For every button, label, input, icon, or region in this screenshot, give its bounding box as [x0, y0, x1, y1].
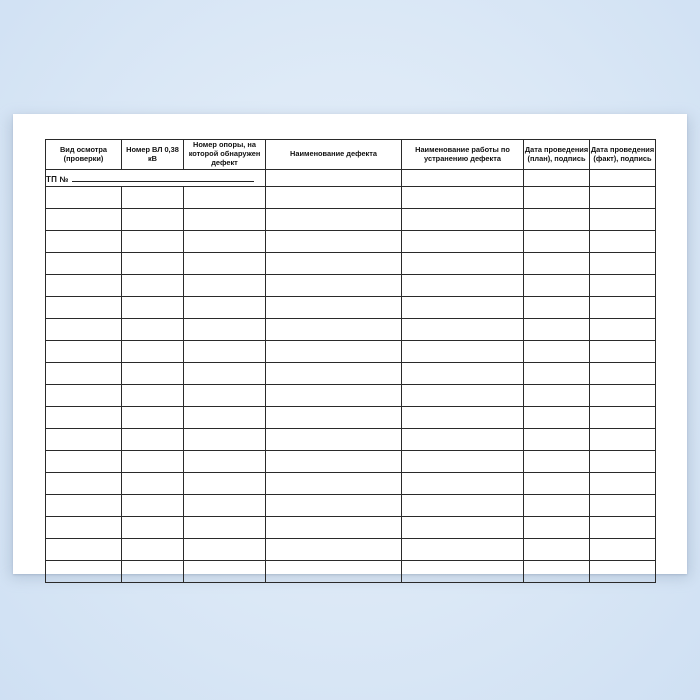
- cell-date-fact[interactable]: [590, 539, 656, 561]
- cell-pole-number[interactable]: [184, 231, 266, 253]
- cell-work-name[interactable]: [402, 561, 524, 583]
- cell-date-plan[interactable]: [524, 363, 590, 385]
- cell-pole-number[interactable]: [184, 561, 266, 583]
- cell-work-name[interactable]: [402, 319, 524, 341]
- cell-defect-name[interactable]: [266, 495, 402, 517]
- cell-date-plan[interactable]: [524, 187, 590, 209]
- column-header-date-plan: Дата проведения (план), подпись: [524, 140, 590, 170]
- cell-work-name[interactable]: [402, 363, 524, 385]
- cell-line-number[interactable]: [122, 319, 184, 341]
- cell-pole-number[interactable]: [184, 253, 266, 275]
- column-header-work-name: Наименование работы по устранению дефекта: [402, 140, 524, 170]
- cell-inspection-type[interactable]: [46, 363, 122, 385]
- cell-pole-number[interactable]: [184, 363, 266, 385]
- cell-work-name[interactable]: [402, 473, 524, 495]
- cell-pole-number[interactable]: [184, 187, 266, 209]
- table-row: [46, 253, 656, 275]
- table-row: [46, 275, 656, 297]
- cell-pole-number[interactable]: [184, 517, 266, 539]
- spacer-cell: [524, 170, 590, 187]
- cell-defect-name[interactable]: [266, 407, 402, 429]
- cell-line-number[interactable]: [122, 473, 184, 495]
- cell-inspection-type[interactable]: [46, 187, 122, 209]
- cell-line-number[interactable]: [122, 187, 184, 209]
- cell-date-fact[interactable]: [590, 341, 656, 363]
- cell-line-number[interactable]: [122, 517, 184, 539]
- cell-pole-number[interactable]: [184, 539, 266, 561]
- paper-sheet: [13, 114, 687, 574]
- cell-work-name[interactable]: [402, 539, 524, 561]
- cell-date-fact[interactable]: [590, 363, 656, 385]
- cell-work-name[interactable]: [402, 341, 524, 363]
- cell-defect-name[interactable]: [266, 319, 402, 341]
- cell-inspection-type[interactable]: [46, 561, 122, 583]
- cell-inspection-type[interactable]: [46, 451, 122, 473]
- cell-pole-number[interactable]: [184, 495, 266, 517]
- cell-date-plan[interactable]: [524, 451, 590, 473]
- cell-defect-name[interactable]: [266, 385, 402, 407]
- cell-pole-number[interactable]: [184, 209, 266, 231]
- cell-work-name[interactable]: [402, 297, 524, 319]
- cell-pole-number[interactable]: [184, 275, 266, 297]
- cell-inspection-type[interactable]: [46, 473, 122, 495]
- cell-defect-name[interactable]: [266, 539, 402, 561]
- defect-log-table: [45, 139, 656, 583]
- cell-date-fact[interactable]: [590, 319, 656, 341]
- cell-pole-number[interactable]: [184, 341, 266, 363]
- cell-line-number[interactable]: [122, 363, 184, 385]
- table-row: [46, 231, 656, 253]
- column-header-pole-number: Номер опоры, на которой обнаружен дефект: [184, 140, 266, 170]
- cell-work-name[interactable]: [402, 385, 524, 407]
- cell-defect-name[interactable]: [266, 253, 402, 275]
- cell-pole-number[interactable]: [184, 297, 266, 319]
- cell-inspection-type[interactable]: [46, 231, 122, 253]
- cell-date-plan[interactable]: [524, 385, 590, 407]
- cell-defect-name[interactable]: [266, 275, 402, 297]
- cell-date-fact[interactable]: [590, 451, 656, 473]
- cell-inspection-type[interactable]: [46, 517, 122, 539]
- cell-inspection-type[interactable]: [46, 319, 122, 341]
- cell-defect-name[interactable]: [266, 473, 402, 495]
- cell-pole-number[interactable]: [184, 319, 266, 341]
- cell-line-number[interactable]: [122, 429, 184, 451]
- cell-pole-number[interactable]: [184, 451, 266, 473]
- cell-line-number[interactable]: [122, 451, 184, 473]
- cell-work-name[interactable]: [402, 495, 524, 517]
- cell-line-number[interactable]: [122, 253, 184, 275]
- cell-defect-name[interactable]: [266, 231, 402, 253]
- cell-date-fact[interactable]: [590, 407, 656, 429]
- cell-inspection-type[interactable]: [46, 253, 122, 275]
- table-row: [46, 517, 656, 539]
- table-row: [46, 451, 656, 473]
- cell-date-plan[interactable]: [524, 539, 590, 561]
- cell-date-fact[interactable]: [590, 275, 656, 297]
- cell-defect-name[interactable]: [266, 451, 402, 473]
- cell-date-plan[interactable]: [524, 297, 590, 319]
- header-row: [46, 140, 656, 170]
- cell-work-name[interactable]: [402, 187, 524, 209]
- cell-date-plan[interactable]: [524, 275, 590, 297]
- table-row: [46, 187, 656, 209]
- cell-inspection-type[interactable]: [46, 209, 122, 231]
- cell-line-number[interactable]: [122, 297, 184, 319]
- cell-defect-name[interactable]: [266, 517, 402, 539]
- cell-date-fact[interactable]: [590, 187, 656, 209]
- table-body: [46, 170, 656, 583]
- cell-pole-number[interactable]: [184, 407, 266, 429]
- table-row: [46, 209, 656, 231]
- cell-date-plan[interactable]: [524, 495, 590, 517]
- cell-work-name[interactable]: [402, 231, 524, 253]
- cell-date-fact[interactable]: [590, 253, 656, 275]
- spacer-cell: [266, 170, 402, 187]
- column-header-defect-name: Наименование дефекта: [266, 140, 402, 170]
- cell-date-fact[interactable]: [590, 231, 656, 253]
- cell-defect-name[interactable]: [266, 561, 402, 583]
- cell-date-fact[interactable]: [590, 385, 656, 407]
- cell-date-plan[interactable]: [524, 209, 590, 231]
- cell-pole-number[interactable]: [184, 429, 266, 451]
- tp-number-blank-line: [72, 174, 254, 182]
- cell-defect-name[interactable]: [266, 187, 402, 209]
- cell-date-fact[interactable]: [590, 495, 656, 517]
- cell-work-name[interactable]: [402, 451, 524, 473]
- table-header: [46, 140, 656, 170]
- cell-line-number[interactable]: [122, 539, 184, 561]
- cell-pole-number[interactable]: [184, 473, 266, 495]
- cell-pole-number[interactable]: [184, 385, 266, 407]
- cell-inspection-type[interactable]: [46, 539, 122, 561]
- spacer-cell: [590, 170, 656, 187]
- cell-work-name[interactable]: [402, 253, 524, 275]
- cell-defect-name[interactable]: [266, 297, 402, 319]
- table-row: [46, 341, 656, 363]
- cell-line-number[interactable]: [122, 209, 184, 231]
- cell-defect-name[interactable]: [266, 363, 402, 385]
- spacer-cell: [402, 170, 524, 187]
- cell-date-fact[interactable]: [590, 209, 656, 231]
- cell-date-fact[interactable]: [590, 473, 656, 495]
- cell-date-plan[interactable]: [524, 341, 590, 363]
- table-row: [46, 385, 656, 407]
- cell-inspection-type[interactable]: [46, 385, 122, 407]
- cell-date-plan[interactable]: [524, 429, 590, 451]
- cell-line-number[interactable]: [122, 407, 184, 429]
- cell-defect-name[interactable]: [266, 341, 402, 363]
- tp-number-label: [46, 174, 254, 184]
- cell-date-plan[interactable]: [524, 561, 590, 583]
- cell-line-number[interactable]: [122, 231, 184, 253]
- cell-date-fact[interactable]: [590, 561, 656, 583]
- cell-inspection-type[interactable]: [46, 495, 122, 517]
- cell-line-number[interactable]: [122, 385, 184, 407]
- cell-work-name[interactable]: [402, 275, 524, 297]
- table-row: [46, 561, 656, 583]
- cell-line-number[interactable]: [122, 561, 184, 583]
- cell-work-name[interactable]: [402, 429, 524, 451]
- cell-date-plan[interactable]: [524, 253, 590, 275]
- table-row: [46, 363, 656, 385]
- form-table-wrapper: [45, 139, 655, 583]
- cell-line-number[interactable]: [122, 341, 184, 363]
- table-row: [46, 539, 656, 561]
- table-row: [46, 429, 656, 451]
- table-row: [46, 495, 656, 517]
- cell-date-fact[interactable]: [590, 517, 656, 539]
- cell-inspection-type[interactable]: [46, 297, 122, 319]
- cell-date-plan[interactable]: [524, 319, 590, 341]
- table-row: [46, 407, 656, 429]
- cell-work-name[interactable]: [402, 407, 524, 429]
- cell-line-number[interactable]: [122, 275, 184, 297]
- cell-work-name[interactable]: [402, 517, 524, 539]
- tp-number-text: ТП №: [46, 175, 69, 184]
- cell-inspection-type[interactable]: [46, 429, 122, 451]
- column-header-date-fact: Дата проведения (факт), подпись: [590, 140, 656, 170]
- cell-date-plan[interactable]: [524, 231, 590, 253]
- table-row: [46, 319, 656, 341]
- cell-defect-name[interactable]: [266, 209, 402, 231]
- cell-inspection-type[interactable]: [46, 407, 122, 429]
- column-header-line-number: Номер ВЛ 0,38 кВ: [122, 140, 184, 170]
- cell-defect-name[interactable]: [266, 429, 402, 451]
- cell-date-fact[interactable]: [590, 297, 656, 319]
- cell-line-number[interactable]: [122, 495, 184, 517]
- column-header-inspection-type: Вид осмотра (проверки): [46, 140, 122, 170]
- cell-date-fact[interactable]: [590, 429, 656, 451]
- cell-inspection-type[interactable]: [46, 275, 122, 297]
- cell-date-plan[interactable]: [524, 407, 590, 429]
- cell-date-plan[interactable]: [524, 473, 590, 495]
- cell-work-name[interactable]: [402, 209, 524, 231]
- table-row: [46, 473, 656, 495]
- table-row: [46, 297, 656, 319]
- cell-date-plan[interactable]: [524, 517, 590, 539]
- cell-inspection-type[interactable]: [46, 341, 122, 363]
